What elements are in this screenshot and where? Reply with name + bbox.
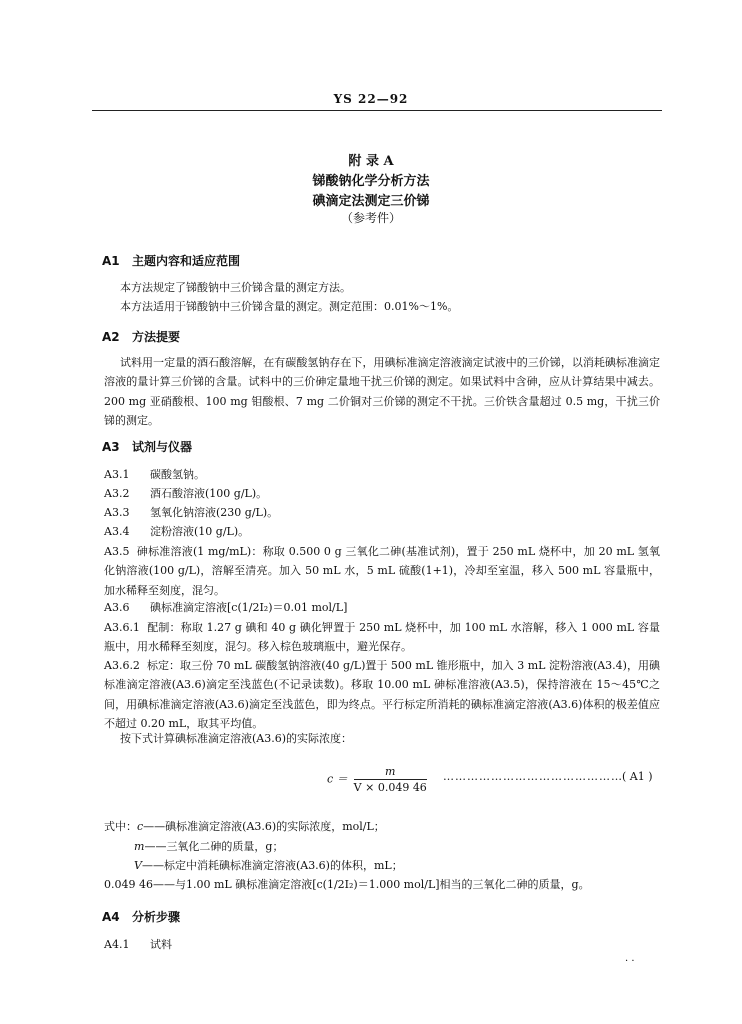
a3-6-2-paragraph — [104, 656, 660, 733]
appendix-note: （参考件） — [340, 211, 401, 225]
appendix-title-line1: 锑酸钠化学分析方法 — [312, 174, 430, 189]
a3-6-2-number: A3.6.2 — [104, 659, 140, 672]
a3-5-text: 砷标准溶液(1 mg/mL)：称取 0.500 0 g 三氧化二砷(基准试剂)，置于 250 mL 烧杯中，加 20 mL 氢氧化钠溶液(100 g/L)，溶解至清亮。加入 50 mL 水，5 mL 硫酸(1+1)，冷却至室温，移入 500 mL 容量瓶中，加水稀释至刻度，混匀。 — [104, 545, 660, 597]
formula-denominator: V × 0.049 46 — [353, 781, 427, 794]
where-line-v: V——标定中消耗碘标准滴定溶液(A3.6)的体积，mL； — [134, 859, 403, 872]
section-number: A2 — [102, 330, 120, 344]
appendix-title-line2: 碘滴定法测定三价锑 — [312, 194, 430, 209]
a3-6-1-paragraph — [104, 618, 660, 657]
a3-item-2: A3.2 酒石酸溶液(100 g/L)。 — [104, 487, 268, 500]
section-a4-heading — [102, 908, 180, 925]
formula-lhs: c ＝ — [327, 772, 348, 786]
a1-line-2: 本方法适用于锑酸钠中三价锑含量的测定。测定范围：0.01%～1%。 — [120, 300, 459, 313]
section-title: 主题内容和适应范围 — [132, 254, 241, 268]
a3-item-3: A3.3 氢氧化钠溶液(230 g/L)。 — [104, 506, 279, 519]
where-line-constant: 0.049 46——与1.00 mL 碘标准滴定溶液[c(1/2I₂)＝1.000 mol/L]相当的三氧化二砷的质量，g。 — [104, 878, 590, 891]
a3-6-1-text: 配制：称取 1.27 g 碘和 40 g 碘化钾置于 250 mL 烧杯中，加 100 mL 水溶解，移入 1 000 mL 容量瓶中，用水稀释至刻度，混匀。移入棕色玻璃瓶中，避光保存。 — [104, 621, 660, 654]
a1-line-1: 本方法规定了锑酸钠中三价锑含量的测定方法。 — [120, 281, 351, 294]
a3-6-1-number: A3.6.1 — [104, 621, 140, 634]
calc-intro: 按下式计算碘标准滴定溶液(A3.6)的实际浓度： — [120, 732, 353, 745]
formula-leader-dots: ……………………………………… — [443, 770, 623, 783]
section-a2-heading — [102, 328, 180, 345]
a3-5-number: A3.5 — [104, 545, 130, 558]
equation-number: ( A1 ) — [622, 770, 653, 783]
formula-a1 — [327, 765, 427, 794]
a3-6-heading: A3.6 碘标准滴定溶液[c(1/2I₂)＝0.01 mol/L] — [104, 601, 348, 614]
section-a1-heading — [102, 252, 240, 269]
section-title: 分析步骤 — [132, 910, 181, 924]
a3-item-1: A3.1 碳酸氢钠。 — [104, 468, 205, 481]
section-number: A4 — [102, 910, 120, 924]
section-a3-heading — [102, 438, 192, 455]
a3-item-4: A3.4 淀粉溶液(10 g/L)。 — [104, 525, 250, 538]
a3-5-paragraph — [104, 542, 660, 600]
a2-paragraph-text: 试料用一定量的酒石酸溶解，在有碳酸氢钠存在下，用碘标准滴定溶液滴定试液中的三价锑，以消耗碘标准滴定溶液的量计算三价锑的含量。试料中的三价砷定量地干扰三价锑的测定。如果试料中含砷，应从计算结果中减去。200 mg 亚硝酸根、100 mg 钼酸根、7 mg 二价铜对三价锑的测定不干扰。三价铁含量超过 0.5 mg，干扰三价锑的测定。 — [104, 356, 660, 427]
section-title: 方法提要 — [132, 330, 181, 344]
section-number: A3 — [102, 440, 120, 454]
page-number-mark: · · — [625, 956, 635, 967]
appendix-label: 附 录 A — [348, 154, 394, 169]
where-line-c: 式中：c——碘标准滴定溶液(A3.6)的实际浓度，mol/L； — [104, 820, 385, 833]
standard-code-header: YS 22—92 — [333, 92, 409, 106]
section-number: A1 — [102, 254, 120, 268]
header-rule — [92, 110, 662, 111]
formula-numerator: m — [354, 765, 427, 780]
formula-fraction — [354, 765, 427, 794]
a3-6-2-text: 标定：取三份 70 mL 碳酸氢钠溶液(40 g/L)置于 500 mL 锥形瓶中，加入 3 mL 淀粉溶液(A3.4)，用碘标准滴定溶液(A3.6)滴定至浅蓝色(不记录读数)。移取 10.00 mL 砷标准溶液(A3.5)，保持溶液在 15～45℃之间，用碘标准滴定溶液(A3.6)滴定至浅蓝色，即为终点。平行标定所消耗的碘标准滴定溶液(A3.6)体积的极差值应不超过 0.20 mL，取其平均值。 — [104, 659, 660, 730]
a2-paragraph — [104, 353, 660, 430]
where-line-m: m——三氧化二砷的质量，g； — [134, 840, 284, 853]
section-title: 试剂与仪器 — [132, 440, 193, 454]
a4-1-heading: A4.1 试料 — [104, 938, 172, 951]
